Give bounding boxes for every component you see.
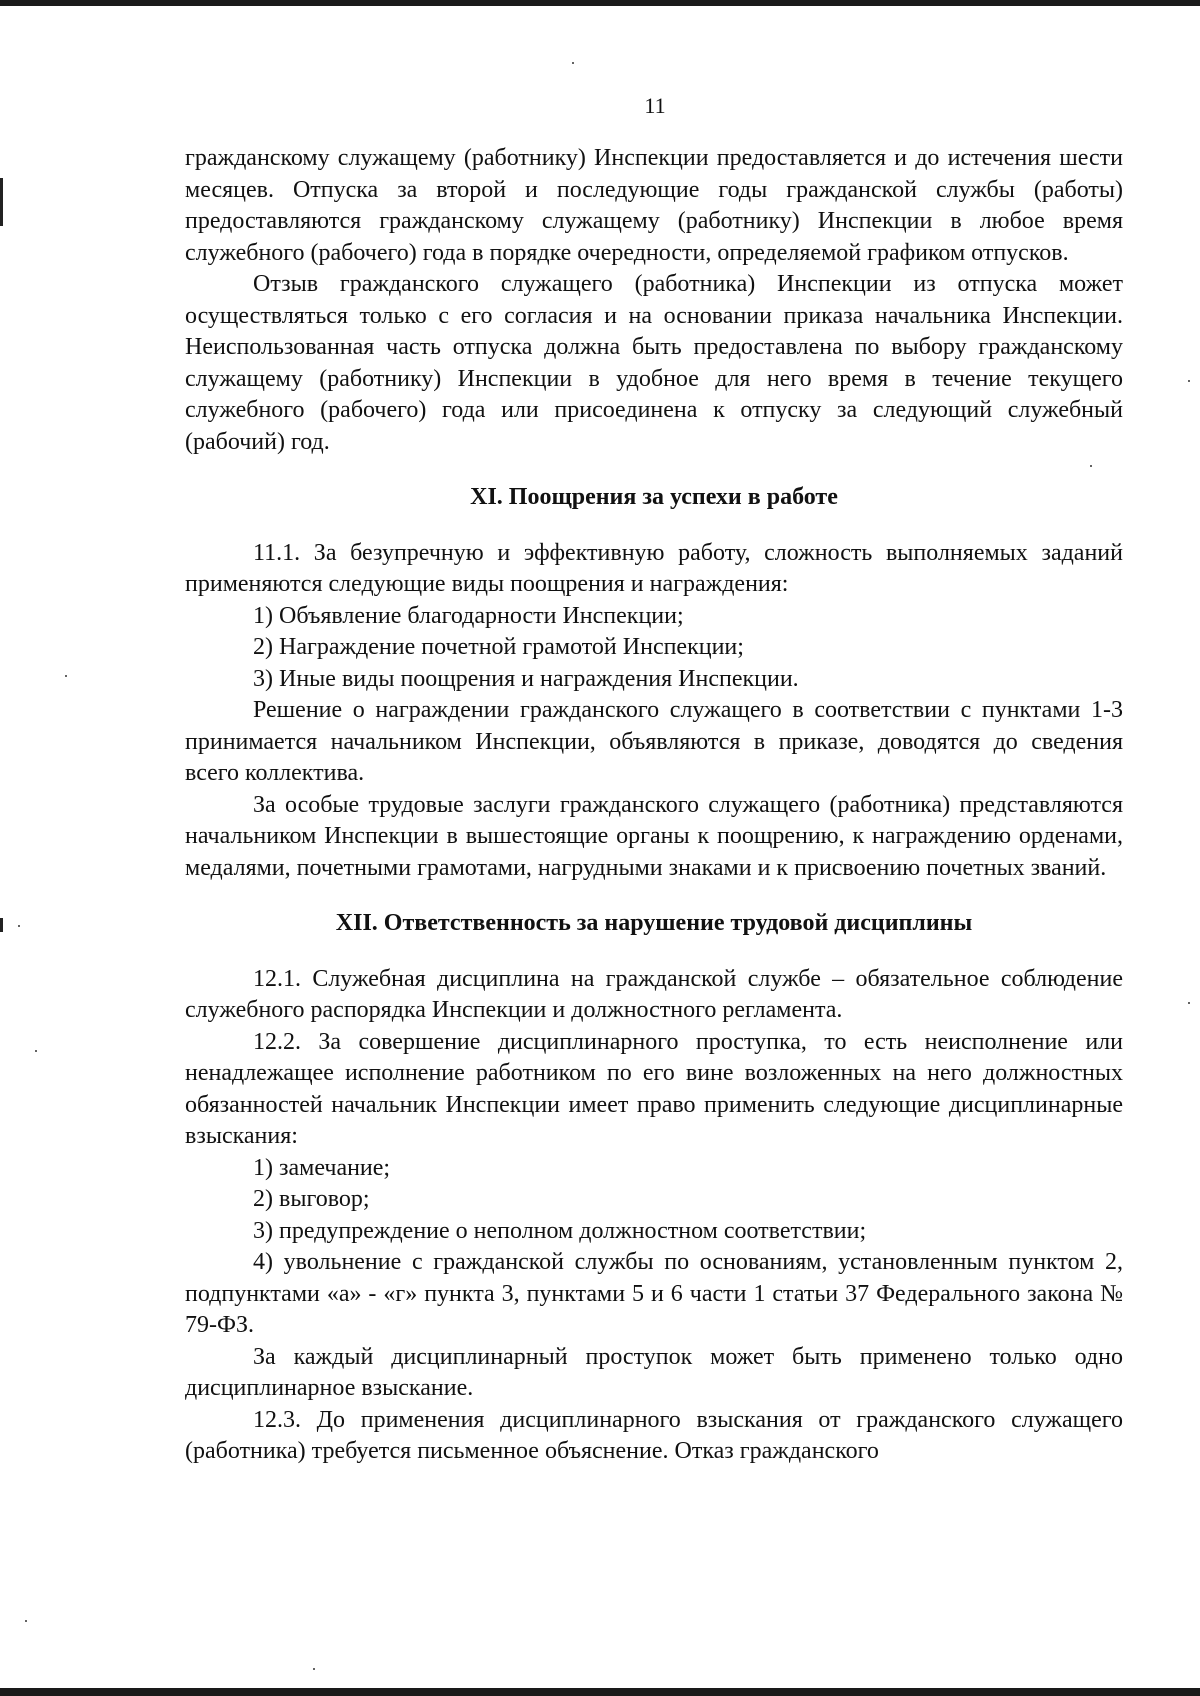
scan-speck <box>18 925 20 927</box>
paragraph: За каждый дисциплинарный проступок может быть применено только одно дисциплинарное взыскание. <box>185 1343 1123 1401</box>
paragraph: За особые трудовые заслуги гражданского служащего (работника) представляются начальником Инспекции в вышестоящие органы к поощрению, к награждению орденами, медалями, почетными грамотами, нагрудными знаками и к присвоению почетных званий. <box>185 791 1123 881</box>
scan-speck <box>1188 1002 1190 1004</box>
paragraph: 4) увольнение с гражданской службы по основаниям, установленным пунктом 2, подпунктами «а» - «г» пункта 3, пунктами 5 и 6 части 1 статьи 37 Федерального закона № 79-ФЗ. <box>185 1249 1123 1338</box>
scan-speck <box>1188 380 1190 382</box>
scan-left-mark <box>0 918 3 932</box>
paragraph: Решение о награждении гражданского служащего в соответствии с пунктами 1-3 принимается начальником Инспекции, объявляются в приказе, доводятся до сведения всего коллектива. <box>185 697 1123 786</box>
list-item: 3) Иные виды поощрения и награждения Инспекции. <box>253 665 799 692</box>
section-heading-xii: XII. Ответственность за нарушение трудовой дисциплины <box>335 910 973 936</box>
paragraph: 12.2. За совершение дисциплинарного проступка, то есть неисполнение или ненадлежащее исполнение работником по его вине возложенных на него должностных обязанностей начальник Инспекции имеет право применить следующие дисциплинарные взыскания: <box>185 1028 1123 1149</box>
scan-speck <box>572 62 574 64</box>
spacer <box>185 940 1123 964</box>
scan-speck <box>313 1668 315 1670</box>
paragraph: гражданскому служащему (работнику) Инспекции предоставляется и до истечения шести месяцев. Отпуска за второй и последующие годы гражданской службы (работы) предоставляются гражданскому служащему (работнику) Инспекции в любое время служебного (рабочего) года в порядке очередности, определяемой графиком отпусков. <box>185 145 1123 266</box>
scan-top-border <box>0 0 1200 6</box>
list-item: 1) замечание; <box>253 1154 391 1181</box>
scan-speck <box>65 675 67 677</box>
list-item: 1) Объявление благодарности Инспекции; <box>253 602 684 629</box>
scan-left-mark <box>0 178 3 226</box>
paragraph: Отзыв гражданского служащего (работника) Инспекции из отпуска может осуществляться только с его согласия и на основании приказа начальника Инспекции. Неиспользованная часть отпуска должна быть предоставлена по выбору гражданскому служащему (работнику) Инспекции в удобное для него время в течение текущего служебного (рабочего) года или присоединена к отпуску за следующий служебный (рабочий) год. <box>185 271 1123 455</box>
scan-bottom-border <box>0 1688 1200 1696</box>
spacer <box>185 514 1123 538</box>
list-item: 2) выговор; <box>253 1186 370 1212</box>
document-body <box>185 143 1123 1468</box>
paragraph: 11.1. За безупречную и эффективную работу, сложность выполняемых заданий применяются следующие виды поощрения и награждения: <box>185 539 1123 597</box>
scan-speck <box>25 1620 27 1622</box>
list-item: 3) предупреждение о неполном должностном соответствии; <box>253 1217 867 1244</box>
section-heading-xi: XI. Поощрения за успехи в работе <box>470 484 838 510</box>
scan-speck <box>35 1050 37 1052</box>
paragraph: 12.1. Служебная дисциплина на гражданской службе – обязательное соблюдение служебного распорядка Инспекции и должностного регламента. <box>185 965 1123 1023</box>
spacer <box>185 458 1123 482</box>
spacer <box>185 884 1123 908</box>
list-item: 2) Награждение почетной грамотой Инспекции; <box>253 634 744 660</box>
paragraph: 12.3. До применения дисциплинарного взыскания от гражданского служащего (работника) требуется письменное объяснение. Отказ гражданского <box>185 1406 1123 1464</box>
page-number: 11 <box>644 93 666 118</box>
